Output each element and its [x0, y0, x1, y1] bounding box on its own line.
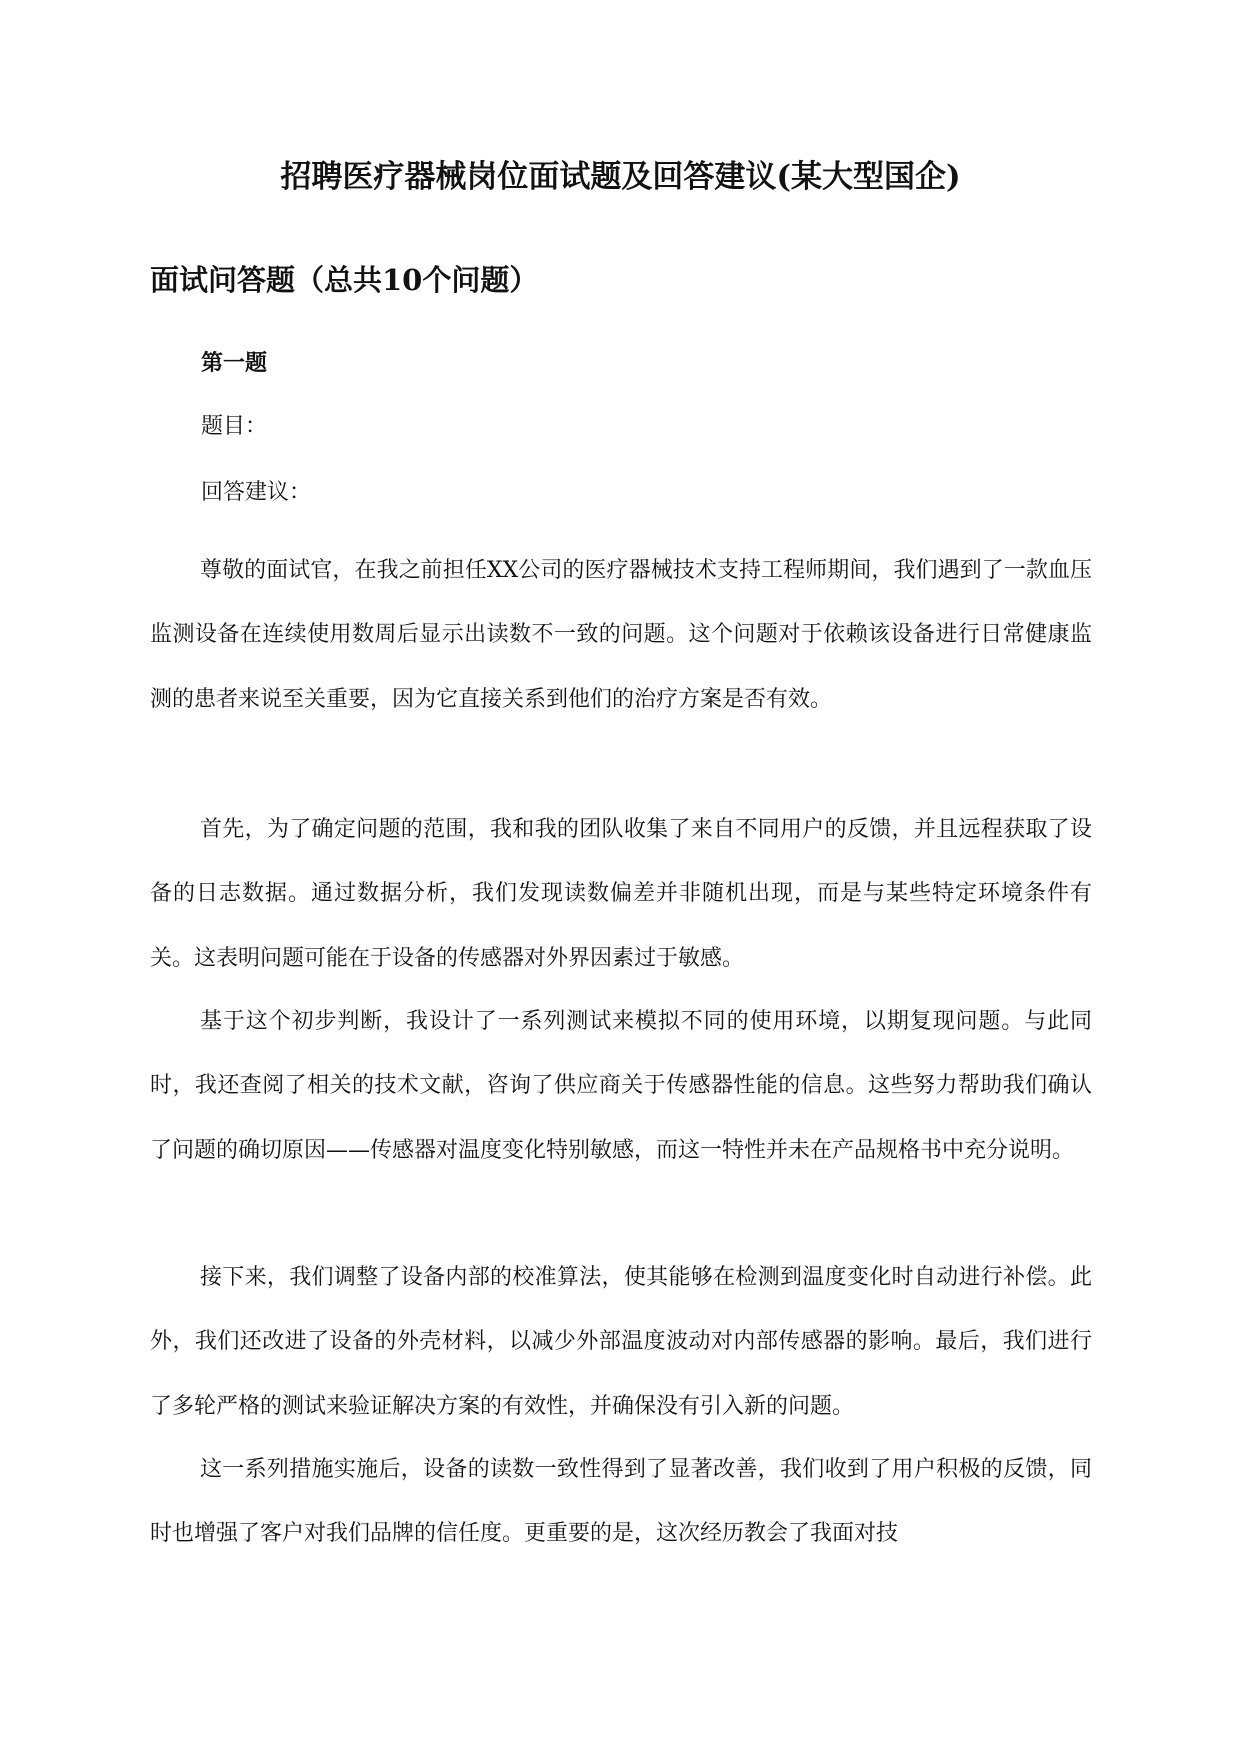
- document-title: 招聘医疗器械岗位面试题及回答建议(某大型国企): [280, 159, 961, 195]
- answer-paragraph-2: 首先，为了确定问题的范围，我和我的团队收集了来自不同用户的反馈，并且远程获取了设备的日志数据。通过数据分析，我们发现读数偏差并非随机出现，而是与某些特定环境条件有关。这表明问题可能在于设备的传感器对外界因素过于敏感。: [150, 817, 1092, 971]
- section-heading: 面试问答题（总共10个问题）: [150, 263, 539, 297]
- answer-paragraph-5: 这一系列措施实施后，设备的读数一致性得到了显著改善，我们收到了用户积极的反馈，同时也增强了客户对我们品牌的信任度。更重要的是，这次经历教会了我面对技: [150, 1457, 1092, 1547]
- answer-paragraph-3: 基于这个初步判断，我设计了一系列测试来模拟不同的使用环境，以期复现问题。与此同时，我还查阅了相关的技术文献，咨询了供应商关于传感器性能的信息。这些努力帮助我们确认了问题的确切原因——传感器对温度变化特别敏感，而这一特性并未在产品规格书中充分说明。: [150, 1009, 1092, 1163]
- question-label: 题目：: [201, 414, 268, 439]
- answer-paragraph-4: 接下来，我们调整了设备内部的校准算法，使其能够在检测到温度变化时自动进行补偿。此外，我们还改进了设备的外壳材料，以减少外部温度波动对内部传感器的影响。最后，我们进行了多轮严格的测试来验证解决方案的有效性，并确保没有引入新的问题。: [150, 1265, 1092, 1419]
- answer-paragraph-1: 尊敬的面试官，在我之前担任XX公司的医疗器械技术支持工程师期间，我们遇到了一款血压监测设备在连续使用数周后显示出读数不一致的问题。这个问题对于依赖该设备进行日常健康监测的患者来说至关重要，因为它直接关系到他们的治疗方案是否有效。: [150, 558, 1092, 712]
- answer-label: 回答建议：: [201, 480, 312, 505]
- question-heading: 第一题: [201, 350, 268, 376]
